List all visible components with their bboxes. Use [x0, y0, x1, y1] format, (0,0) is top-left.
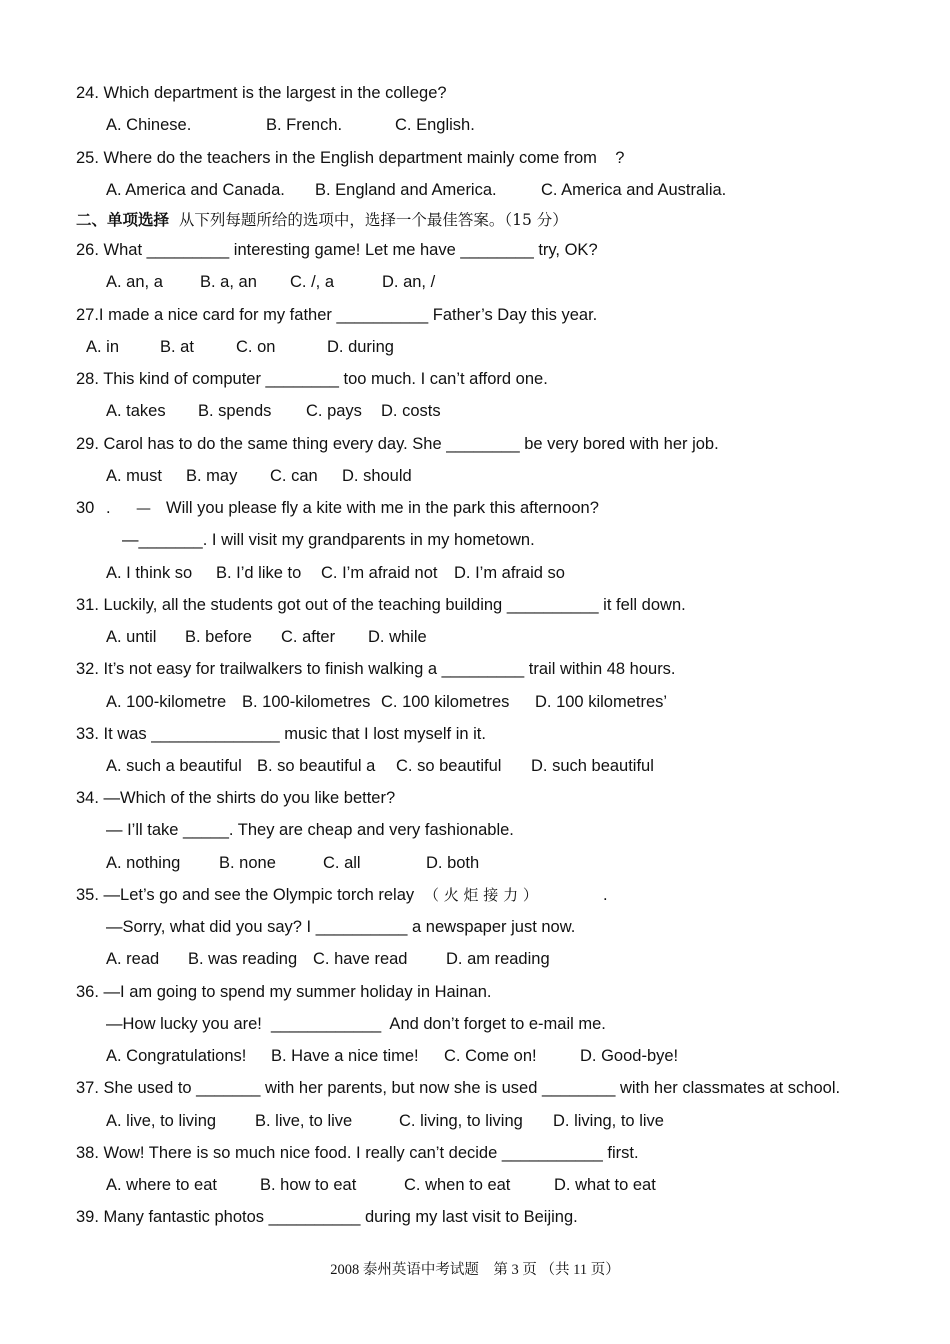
- option: B. live, to live: [255, 1112, 353, 1130]
- option: A. must: [106, 467, 162, 485]
- question-35: 35. —Let’s go and see the Olympic torch relay: [76, 886, 415, 904]
- option: A. read: [106, 950, 160, 968]
- option: C. after: [281, 628, 336, 646]
- option: C. living, to living: [399, 1112, 523, 1130]
- question-35-end: .: [603, 886, 608, 904]
- option: B. I’d like to: [216, 564, 302, 582]
- option: B. so beautiful a: [257, 757, 376, 775]
- option: C. /, a: [290, 273, 335, 291]
- option: C. America and Australia.: [541, 181, 727, 199]
- question-30-number: 30: [76, 499, 95, 517]
- option: B. Have a nice time!: [271, 1047, 419, 1065]
- option: C. Come on!: [444, 1047, 537, 1065]
- question-33: 33. It was ______________ music that I lost myself in it.: [76, 725, 486, 743]
- option: A. I think so: [106, 564, 193, 582]
- option: B. French.: [266, 116, 343, 134]
- option: B. before: [185, 628, 252, 646]
- option: A. where to eat: [106, 1176, 217, 1194]
- option: C. when to eat: [404, 1176, 511, 1194]
- option: D. during: [327, 338, 394, 356]
- option: D. I’m afraid so: [454, 564, 565, 582]
- question-32: 32. It’s not easy for trailwalkers to finish walking a _________ trail within 48 hours.: [76, 660, 676, 678]
- option: C. 100 kilometres: [381, 693, 510, 711]
- option: A. America and Canada.: [106, 181, 285, 199]
- option: D. both: [426, 854, 480, 872]
- option: A. an, a: [106, 273, 163, 291]
- question-30-reply: —_______. I will visit my grandparents in my hometown.: [122, 531, 535, 549]
- option: C. all: [323, 854, 361, 872]
- question-25: 25. Where do the teachers in the English department mainly come from ?: [76, 149, 625, 167]
- option: D. 100 kilometres’: [535, 693, 668, 711]
- option: B. at: [160, 338, 194, 356]
- question-31: 31. Luckily, all the students got out of the teaching building __________ it fell down.: [76, 596, 686, 614]
- question-37: 37. She used to _______ with her parents, but now she is used ________ with her classmates at school.: [76, 1079, 841, 1097]
- option: A. Congratulations!: [106, 1047, 247, 1065]
- option: A. until: [106, 628, 157, 646]
- question-34: 34. —Which of the shirts do you like better?: [76, 789, 396, 807]
- option: A. nothing: [106, 854, 181, 872]
- question-27: 27.I made a nice card for my father __________ Father’s Day this year.: [76, 306, 598, 324]
- section-heading: [76, 210, 568, 230]
- option: D. such beautiful: [531, 757, 654, 775]
- section-title: 二、单项选择: [76, 210, 170, 229]
- option: D. am reading: [446, 950, 550, 968]
- option: B. 100-kilometres: [242, 693, 371, 711]
- option: A. live, to living: [106, 1112, 217, 1130]
- page-footer: 2008 泰州英语中考试题 第 3 页 （共 11 页）: [330, 1262, 620, 1278]
- option: B. was reading: [188, 950, 298, 968]
- question-36-reply: —How lucky you are! ____________ And don’t forget to e-mail me.: [106, 1015, 606, 1033]
- option: C. English.: [395, 116, 475, 134]
- question-39: 39. Many fantastic photos __________ during my last visit to Beijing.: [76, 1208, 578, 1226]
- option: B. a, an: [200, 273, 257, 291]
- question-28: 28. This kind of computer ________ too much. I can’t afford one.: [76, 370, 548, 388]
- option: A. 100-kilometre: [106, 693, 227, 711]
- option: B. spends: [198, 402, 272, 420]
- option: C. I’m afraid not: [321, 564, 438, 582]
- option: D. should: [342, 467, 412, 485]
- question-35-note: （ 火 炬 接 力 ）: [424, 886, 538, 904]
- question-24: 24. Which department is the largest in the college?: [76, 84, 447, 102]
- option: C. so beautiful: [396, 757, 502, 775]
- option: B. England and America.: [315, 181, 497, 199]
- question-30-dot: .: [106, 499, 111, 517]
- question-29: 29. Carol has to do the same thing every day. She ________ be very bored with her job.: [76, 435, 719, 453]
- option: A. in: [86, 338, 120, 356]
- option: B. may: [186, 467, 238, 485]
- option: D. costs: [381, 402, 441, 420]
- option: A. takes: [106, 402, 166, 420]
- section-instruction: 从下列每题所给的选项中，选择一个最佳答案。（15 分）: [178, 211, 568, 229]
- option: D. Good-bye!: [580, 1047, 679, 1065]
- question-36: 36. —I am going to spend my summer holiday in Hainan.: [76, 983, 492, 1001]
- option: B. how to eat: [260, 1176, 357, 1194]
- question-38: 38. Wow! There is so much nice food. I really can’t decide ___________ first.: [76, 1144, 639, 1162]
- question-26: 26. What _________ interesting game! Let me have ________ try, OK?: [76, 241, 598, 259]
- option: D. while: [368, 628, 427, 646]
- question-30-dash: —: [136, 499, 151, 517]
- option: A. Chinese.: [106, 116, 192, 134]
- option: C. pays: [306, 402, 362, 420]
- option: D. what to eat: [554, 1176, 656, 1194]
- option: C. on: [236, 338, 276, 356]
- option: D. an, /: [382, 273, 436, 291]
- option: D. living, to live: [553, 1112, 664, 1130]
- option: A. such a beautiful: [106, 757, 242, 775]
- option: C. can: [270, 467, 318, 485]
- option: C. have read: [313, 950, 408, 968]
- question-35-reply: —Sorry, what did you say? I __________ a newspaper just now.: [106, 918, 576, 936]
- option: B. none: [219, 854, 276, 872]
- question-34-reply: — I’ll take _____. They are cheap and very fashionable.: [106, 821, 514, 839]
- question-30: Will you please fly a kite with me in the park this afternoon?: [166, 499, 599, 517]
